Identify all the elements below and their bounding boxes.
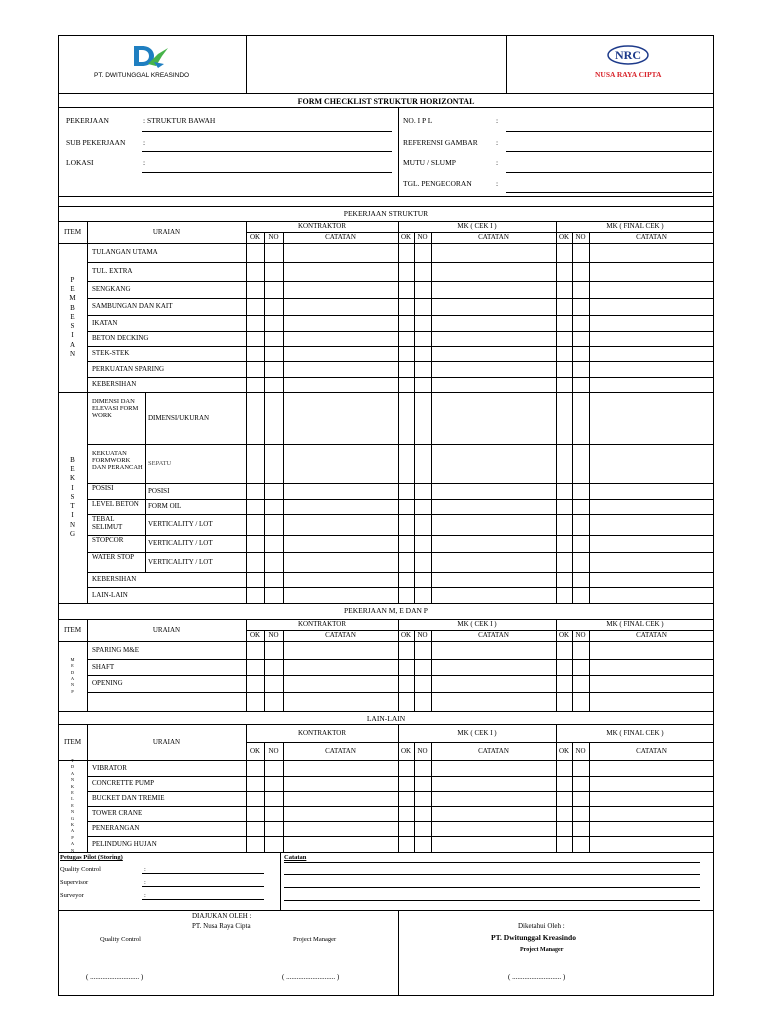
- grid-hline: [87, 298, 714, 299]
- s1-sub-no-7: NO: [575, 233, 586, 241]
- vertical-letter: E: [71, 663, 74, 669]
- s2-sub-catatan-2: CATATAN: [325, 631, 356, 639]
- petugas-line: [142, 886, 264, 887]
- s1-col-kontraktor: KONTRAKTOR: [297, 222, 347, 230]
- pm-signature-label: Project Manager: [293, 936, 337, 943]
- lain-vertical-label: [58, 757, 87, 853]
- vertical-letter: K: [70, 822, 75, 828]
- s3-title: LAIN-LAIN: [366, 714, 406, 723]
- s2-sub-catatan-8: CATATAN: [636, 631, 667, 639]
- vertical-letter: P: [70, 275, 75, 284]
- grid-vline: [283, 760, 284, 852]
- grid-hline: [87, 499, 714, 500]
- bekisting-sub-a-3: LEVEL BETON: [92, 500, 139, 508]
- vertical-letter: P: [71, 688, 74, 694]
- grid-vline: [145, 392, 146, 572]
- form-title: FORM CHECKLIST STRUKTUR HORIZONTAL: [297, 97, 475, 106]
- grid-hline: [58, 107, 714, 108]
- grid-vline: [398, 243, 399, 603]
- vertical-letter: K: [70, 783, 75, 789]
- lain-item-0: VIBRATOR: [92, 763, 127, 772]
- dk-logo: [90, 42, 242, 88]
- vertical-letter: E: [71, 802, 74, 808]
- s3-col-uraian: URAIAN: [152, 738, 181, 746]
- vertical-letter: N: [70, 847, 75, 853]
- s2-sub-no-7: NO: [575, 631, 586, 639]
- s1-col-mk1: MK ( CEK I ): [457, 222, 497, 230]
- grid-hline: [87, 836, 714, 837]
- bekisting-sub-b-1: SEPATU: [148, 460, 172, 467]
- info-right-label-0: NO. I P L: [403, 116, 433, 125]
- pembesian-vertical-label: [58, 243, 87, 392]
- vertical-letter: E: [70, 464, 75, 473]
- diketahui-company: PT. Dwitunggal Kreasindo: [491, 933, 576, 942]
- pm2-signature-label: Project Manager: [520, 947, 564, 953]
- info-right-value-2: :: [496, 158, 499, 167]
- nrc-logo-icon: [606, 44, 650, 66]
- petugas-label-1: Supervisor: [60, 879, 89, 886]
- nrc-company-name: NUSA RAYA CIPTA: [595, 70, 662, 79]
- grid-hline: [58, 243, 714, 244]
- s2-sub-no-4: NO: [417, 631, 428, 639]
- grid-vline: [431, 760, 432, 852]
- grid-vline: [398, 910, 399, 996]
- catatan-line: [284, 862, 700, 863]
- bekisting-item-0: KEBERSIHAN: [92, 575, 137, 583]
- pembesian-item-7: PERKUATAN SPARING: [92, 364, 165, 373]
- vertical-letter: B: [70, 303, 75, 312]
- catatan-line: [284, 874, 700, 875]
- vertical-letter: G: [69, 530, 76, 539]
- grid-hline: [87, 659, 714, 660]
- s3-sub-catatan-2: CATATAN: [325, 746, 356, 755]
- catatan-line: [284, 887, 700, 888]
- grid-hline: [87, 552, 714, 553]
- bekisting-sub-b-5: VERTICALITY / LOT: [148, 539, 213, 547]
- info-right-label-1: REFERENSI GAMBAR: [403, 138, 478, 147]
- grid-vline: [506, 35, 507, 93]
- vertical-letter: T: [70, 502, 75, 511]
- s1-sub-ok-0: OK: [249, 233, 261, 241]
- grid-vline: [398, 760, 399, 852]
- bekisting-sub-a-6: WATER STOP: [92, 553, 135, 561]
- info-value-0: : STRUKTUR BAWAH: [143, 116, 216, 125]
- s3-col-mk2: MK ( FINAL CEK ): [606, 728, 664, 737]
- vertical-letter: N: [70, 682, 75, 688]
- grid-hline: [246, 742, 714, 743]
- s1-sub-no-1: NO: [268, 233, 279, 241]
- info-value-1: :: [143, 138, 146, 147]
- petugas-value-2: :: [144, 892, 146, 899]
- grid-hline: [87, 331, 714, 332]
- info-label-1: SUB PEKERJAAN: [66, 138, 126, 147]
- grid-vline: [246, 641, 247, 711]
- pembesian-item-0: TULANGAN UTAMA: [92, 248, 158, 256]
- grid-hline: [87, 776, 714, 777]
- vertical-letter: S: [70, 322, 75, 331]
- bekisting-sub-b-2: POSISI: [148, 486, 170, 495]
- s3-col-mk1: MK ( CEK I ): [457, 728, 497, 737]
- mep-item-1: SHAFT: [92, 662, 115, 671]
- grid-vline: [246, 760, 247, 852]
- grid-hline: [142, 131, 392, 132]
- bekisting-vertical-label: [58, 392, 87, 603]
- bekisting-item-1: LAIN-LAIN: [92, 590, 128, 599]
- catatan-label: Catatan: [284, 854, 307, 861]
- dk-company-name: PT. DWITUNGGAL KREASINDO: [94, 72, 190, 79]
- petugas-line: [142, 873, 264, 874]
- grid-vline: [572, 641, 573, 711]
- qc-signature-blank: ( ............................ ): [86, 973, 144, 981]
- qc-signature-label: Quality Control: [100, 936, 141, 943]
- lain-item-1: CONCRETTE PUMP: [92, 779, 155, 787]
- grid-vline: [264, 760, 265, 852]
- s2-col-item: ITEM: [63, 626, 82, 634]
- svg-text:NRC: NRC: [615, 48, 641, 62]
- diketahui-label: Diketahui Oleh :: [518, 922, 565, 930]
- vertical-letter: M: [69, 294, 76, 303]
- grid-hline: [87, 821, 714, 822]
- vertical-letter: A: [70, 770, 75, 776]
- grid-hline: [87, 483, 714, 484]
- petugas-line: [142, 899, 264, 900]
- grid-vline: [414, 641, 415, 711]
- grid-hline: [58, 910, 714, 911]
- grid-hline: [506, 151, 712, 152]
- grid-hline: [87, 791, 714, 792]
- bekisting-sub-b-6: VERTICALITY / LOT: [148, 557, 213, 566]
- grid-vline: [414, 243, 415, 603]
- pembesian-item-6: STEK-STEK: [92, 349, 130, 357]
- grid-vline: [246, 35, 247, 93]
- vertical-letter: B: [70, 455, 75, 464]
- grid-vline: [431, 243, 432, 603]
- vertical-letter: I: [71, 511, 74, 520]
- vertical-letter: K: [69, 474, 76, 483]
- lain-item-3: TOWER CRANE: [92, 809, 143, 817]
- lain-item-4: PENERANGAN: [92, 824, 140, 832]
- grid-hline: [506, 172, 712, 173]
- dk-logo-icon: [128, 42, 178, 70]
- grid-vline: [589, 641, 590, 711]
- bekisting-sub-b-4: VERTICALITY / LOT: [148, 520, 213, 528]
- s2-sub-ok-6: OK: [558, 631, 570, 639]
- info-right-value-3: :: [496, 179, 499, 188]
- s1-sub-ok-6: OK: [558, 233, 570, 241]
- s2-col-uraian: URAIAN: [152, 626, 181, 634]
- vertical-letter: G: [70, 815, 75, 821]
- vertical-letter: I: [71, 483, 74, 492]
- bekisting-sub-b-3: FORM OIL: [148, 502, 182, 510]
- grid-hline: [58, 93, 714, 94]
- grid-vline: [556, 641, 557, 711]
- petugas-value-0: :: [144, 866, 146, 873]
- s2-sub-no-1: NO: [268, 631, 279, 639]
- s2-col-kontraktor: KONTRAKTOR: [297, 620, 347, 628]
- vertical-letter: N: [70, 777, 75, 783]
- grid-hline: [87, 281, 714, 282]
- pembesian-item-5: BETON DECKING: [92, 334, 149, 342]
- s1-sub-ok-3: OK: [400, 233, 412, 241]
- mep-item-0: SPARING M&E: [92, 645, 140, 654]
- pm-signature-blank: ( ............................ ): [282, 973, 340, 981]
- grid-hline: [506, 192, 712, 193]
- grid-vline: [589, 760, 590, 852]
- lain-item-2: BUCKET DAN TREMIE: [92, 794, 165, 802]
- vertical-letter: A: [70, 828, 75, 834]
- petugas-label-2: Surveyor: [60, 892, 84, 899]
- grid-vline: [572, 760, 573, 852]
- grid-vline: [246, 243, 247, 603]
- grid-vline: [414, 760, 415, 852]
- grid-vline: [398, 107, 399, 196]
- grid-vline: [264, 641, 265, 711]
- vertical-letter: T: [71, 757, 74, 763]
- lain-item-5: PELINDUNG HUJAN: [92, 839, 157, 848]
- vertical-letter: D: [70, 669, 75, 675]
- s1-title: PEKERJAAN STRUKTUR: [343, 209, 429, 218]
- s3-sub-catatan-5: CATATAN: [478, 746, 509, 755]
- grid-hline: [506, 131, 712, 132]
- grid-vline: [556, 243, 557, 603]
- grid-hline: [87, 444, 714, 445]
- s3-sub-no-1: NO: [268, 746, 279, 755]
- grid-vline: [87, 243, 88, 603]
- grid-hline: [87, 315, 714, 316]
- vertical-letter: S: [70, 492, 75, 501]
- vertical-letter: I: [71, 331, 74, 340]
- vertical-letter: A: [69, 340, 76, 349]
- s3-sub-ok-0: OK: [249, 746, 261, 755]
- petugas-label-0: Quality Control: [60, 866, 101, 873]
- grid-hline: [87, 262, 714, 263]
- bekisting-sub-a-5: STOPCOR: [92, 536, 124, 544]
- vertical-letter: D: [70, 764, 75, 770]
- grid-hline: [58, 724, 714, 725]
- catatan-line: [284, 900, 700, 901]
- pembesian-item-4: IKATAN: [92, 318, 118, 327]
- vertical-letter: N: [69, 520, 76, 529]
- s3-sub-catatan-8: CATATAN: [636, 746, 667, 755]
- grid-hline: [142, 172, 392, 173]
- mep-vertical-label: [58, 643, 87, 709]
- bekisting-sub-a-2: POSISI: [92, 484, 114, 492]
- s3-sub-ok-6: OK: [558, 746, 570, 755]
- pembesian-item-8: KEBERSIHAN: [92, 380, 137, 388]
- bekisting-sub-a-0: DIMENSI DAN ELEVASI FORM WORK: [92, 398, 139, 419]
- vertical-letter: M: [70, 656, 75, 662]
- pembesian-item-3: SAMBUNGAN DAN KAIT: [92, 302, 173, 310]
- s1-sub-catatan-8: CATATAN: [636, 233, 667, 241]
- grid-vline: [398, 641, 399, 711]
- grid-vline: [431, 641, 432, 711]
- grid-hline: [87, 572, 714, 573]
- info-right-value-0: :: [496, 116, 499, 125]
- grid-vline: [556, 760, 557, 852]
- s3-sub-ok-3: OK: [400, 746, 412, 755]
- grid-hline: [87, 675, 714, 676]
- vertical-letter: E: [71, 789, 74, 795]
- vertical-letter: N: [70, 809, 75, 815]
- grid-vline: [280, 852, 281, 910]
- s2-title: PEKERJAAN M, E DAN P: [344, 606, 428, 615]
- s2-col-mk1: MK ( CEK I ): [457, 620, 497, 628]
- grid-hline: [58, 641, 714, 642]
- diajukan-label: DIAJUKAN OLEH :: [192, 912, 252, 920]
- s1-col-item: ITEM: [63, 228, 82, 236]
- s1-sub-catatan-5: CATATAN: [478, 233, 509, 241]
- info-value-2: :: [143, 158, 146, 167]
- vertical-letter: A: [70, 841, 75, 847]
- grid-vline: [283, 243, 284, 603]
- bekisting-sub-a-1: KEKUATAN FORMWORK DAN PERANCAH: [92, 450, 143, 471]
- grid-hline: [87, 514, 714, 515]
- s2-sub-ok-3: OK: [400, 631, 412, 639]
- grid-vline: [589, 243, 590, 603]
- info-label-0: PEKERJAAN: [66, 116, 109, 125]
- vertical-letter: L: [71, 796, 74, 802]
- s1-col-uraian: URAIAN: [152, 228, 181, 236]
- s3-sub-no-4: NO: [417, 746, 428, 755]
- grid-hline: [87, 535, 714, 536]
- grid-vline: [283, 641, 284, 711]
- info-right-label-2: MUTU / SLUMP: [403, 158, 456, 167]
- mep-item-2: OPENING: [92, 679, 123, 687]
- diajukan-company: PT. Nusa Raya Cipta: [192, 922, 251, 930]
- grid-hline: [58, 206, 714, 207]
- grid-hline: [87, 392, 714, 393]
- s2-col-mk2: MK ( FINAL CEK ): [606, 620, 664, 628]
- grid-hline: [58, 852, 714, 853]
- grid-hline: [58, 196, 714, 197]
- vertical-letter: E: [70, 312, 75, 321]
- info-label-2: LOKASI: [66, 158, 94, 167]
- s2-sub-catatan-5: CATATAN: [478, 631, 509, 639]
- grid-vline: [572, 243, 573, 603]
- grid-vline: [264, 243, 265, 603]
- grid-hline: [87, 806, 714, 807]
- grid-hline: [87, 587, 714, 588]
- grid-hline: [87, 346, 714, 347]
- bekisting-sub-a-4: TEBAL SELIMUT: [92, 515, 123, 531]
- s1-col-mk2: MK ( FINAL CEK ): [606, 222, 664, 230]
- s2-sub-ok-0: OK: [249, 631, 261, 639]
- vertical-letter: A: [70, 676, 75, 681]
- vertical-letter: N: [69, 350, 76, 359]
- grid-hline: [87, 377, 714, 378]
- vertical-letter: P: [71, 834, 74, 840]
- grid-hline: [87, 361, 714, 362]
- petugas-value-1: :: [144, 879, 146, 886]
- s1-sub-catatan-2: CATATAN: [325, 233, 356, 241]
- grid-hline: [58, 603, 714, 604]
- bekisting-sub-b-0: DIMENSI/UKURAN: [148, 413, 210, 422]
- s1-sub-no-4: NO: [417, 233, 428, 241]
- vertical-letter: E: [70, 284, 75, 293]
- grid-hline: [58, 711, 714, 712]
- petugas-title: Petugas Pilot (Storing): [60, 854, 123, 861]
- s3-sub-no-7: NO: [575, 746, 586, 755]
- pembesian-item-1: TUL. EXTRA: [92, 267, 133, 275]
- info-right-value-1: :: [496, 138, 499, 147]
- pembesian-item-2: SENGKANG: [92, 285, 131, 293]
- grid-hline: [58, 760, 714, 761]
- info-right-label-3: TGL. PENGECORAN: [403, 179, 472, 188]
- grid-hline: [142, 151, 392, 152]
- nrc-logo: [590, 42, 690, 82]
- s3-col-kontraktor: KONTRAKTOR: [297, 728, 347, 737]
- s3-col-item: ITEM: [63, 738, 82, 746]
- grid-vline: [87, 641, 88, 711]
- grid-hline: [87, 692, 714, 693]
- pm2-signature-blank: ( ............................ ): [508, 973, 566, 981]
